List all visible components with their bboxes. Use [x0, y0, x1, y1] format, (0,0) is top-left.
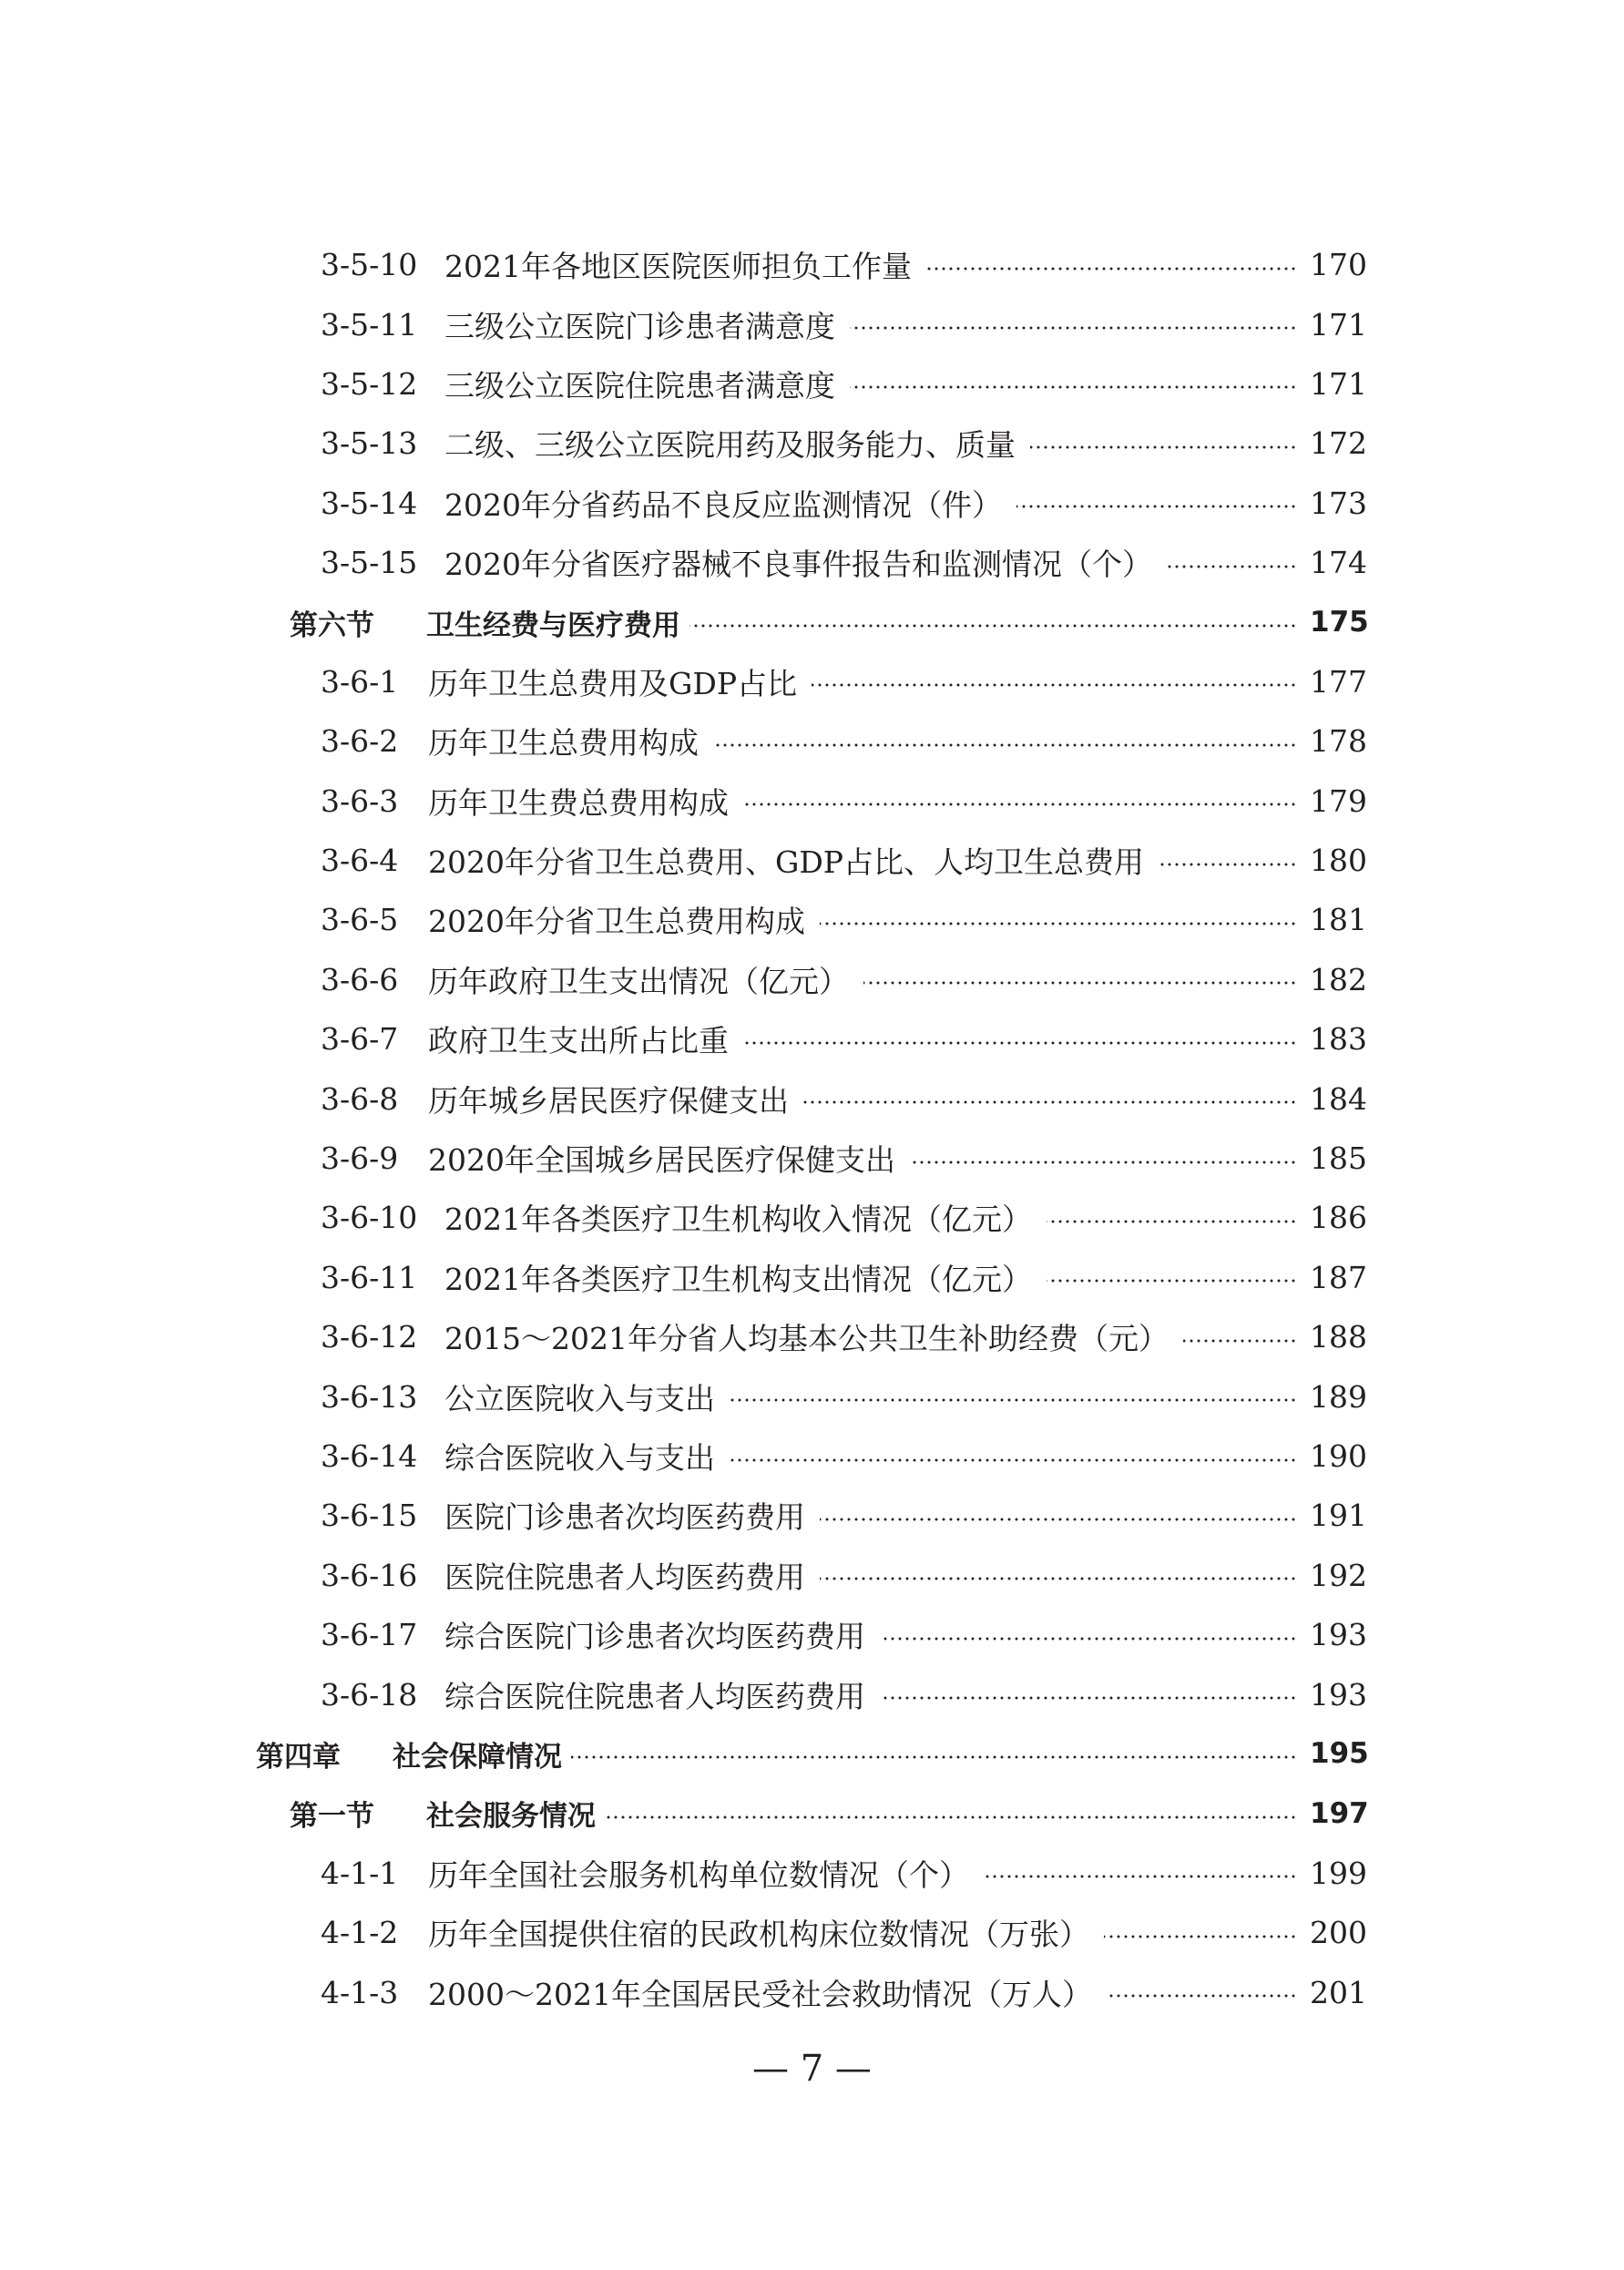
- toc-page-number: 177: [1310, 663, 1367, 700]
- toc-entry: [0, 711, 1624, 771]
- toc-entry: [0, 235, 1624, 294]
- toc-entry: [0, 1426, 1624, 1486]
- dot-leader: [820, 1518, 1297, 1521]
- toc-title: 历年全国社会服务机构单位数情况（个）: [428, 1856, 969, 1893]
- toc-number: 3-5-14: [321, 485, 418, 521]
- toc-entry: [0, 1366, 1624, 1426]
- toc-title: 历年城乡居民医疗保健支出: [428, 1082, 789, 1119]
- toc-title: 历年政府卫生支出情况（亿元）: [428, 963, 849, 999]
- dot-leader: [880, 1696, 1297, 1700]
- dot-leader: [1107, 1994, 1297, 1998]
- toc-entry: [0, 1307, 1624, 1366]
- toc-title: 2015～2021年分省人均基本公共卫生补助经费（元）: [444, 1321, 1169, 1357]
- toc-page-number: 185: [1310, 1140, 1367, 1177]
- toc-number: 3-6-14: [321, 1438, 418, 1474]
- toc-page-number: 191: [1310, 1498, 1367, 1534]
- toc-entry: [0, 1664, 1624, 1723]
- toc-title: 历年全国提供住宿的民政机构床位数情况（万张）: [428, 1917, 1089, 1953]
- dot-leader: [984, 1875, 1297, 1878]
- toc-entry: [0, 1844, 1624, 1903]
- toc-title: 综合医院住院患者人均医药费用: [444, 1678, 865, 1714]
- toc-page-number: 192: [1310, 1557, 1367, 1593]
- toc-page-number: 181: [1310, 902, 1367, 938]
- toc-entry: [0, 414, 1624, 473]
- toc-page-number: 171: [1310, 365, 1367, 402]
- toc-number: 3-6-12: [321, 1319, 418, 1355]
- toc-page-number: 197: [1310, 1796, 1369, 1830]
- toc-page-number: 170: [1310, 247, 1367, 283]
- toc-title: 二级、三级公立医院用药及服务能力、质量: [444, 427, 1016, 464]
- toc-entry: [0, 474, 1624, 533]
- toc-page-number: 173: [1310, 485, 1367, 521]
- dot-leader: [1016, 505, 1297, 508]
- toc-number: 3-5-12: [321, 365, 418, 402]
- dot-leader: [730, 1458, 1297, 1462]
- toc-number: 3-6-4: [321, 843, 399, 879]
- toc-entry: [0, 1129, 1624, 1188]
- dot-leader: [1159, 863, 1297, 866]
- dot-leader: [1104, 1935, 1297, 1938]
- toc-title: 综合医院门诊患者次均医药费用: [444, 1619, 865, 1655]
- toc-section-heading: [0, 1784, 1624, 1843]
- toc-page-number: 183: [1310, 1021, 1367, 1058]
- dot-leader: [850, 326, 1297, 330]
- toc-entry: [0, 652, 1624, 711]
- toc-page-number: 180: [1310, 843, 1367, 879]
- toc-page-number: 179: [1310, 782, 1367, 819]
- toc-page-number: 199: [1310, 1855, 1367, 1891]
- toc-number: 4-1-2: [321, 1915, 399, 1951]
- toc-entry: [0, 354, 1624, 414]
- toc-entry: [0, 1009, 1624, 1069]
- toc-number: 4-1-3: [321, 1974, 399, 2010]
- toc-number: 3-6-13: [321, 1378, 418, 1415]
- dot-leader: [1183, 1339, 1297, 1343]
- toc-entry: [0, 890, 1624, 949]
- toc-number: 3-6-17: [321, 1617, 418, 1653]
- dot-leader: [803, 1100, 1297, 1104]
- toc-title: 公立医院收入与支出: [444, 1380, 715, 1416]
- toc-page-number: 200: [1310, 1915, 1367, 1951]
- toc-number: 第四章: [256, 1740, 341, 1774]
- toc-title: 2020年分省卫生总费用、GDP占比、人均卫生总费用: [428, 844, 1145, 881]
- toc-number: 3-6-18: [321, 1676, 418, 1713]
- dot-leader: [571, 1755, 1297, 1759]
- dot-leader: [1030, 445, 1297, 449]
- toc-title: 医院住院患者人均医药费用: [444, 1559, 805, 1595]
- toc-page-number: 172: [1310, 425, 1367, 462]
- toc-title: 2020年分省卫生总费用构成: [428, 904, 805, 940]
- toc-entry: [0, 533, 1624, 592]
- dot-leader: [850, 385, 1297, 389]
- toc-page-number: 171: [1310, 306, 1367, 343]
- dot-leader: [926, 267, 1297, 271]
- toc-page-number: 174: [1310, 545, 1367, 581]
- toc-entry: [0, 1903, 1624, 1962]
- toc-page-number: 187: [1310, 1259, 1367, 1295]
- dot-leader: [713, 743, 1297, 747]
- toc-page-number: 182: [1310, 961, 1367, 997]
- toc-page-number: 175: [1310, 606, 1369, 639]
- dot-leader: [1047, 1279, 1297, 1283]
- toc-chapter-heading: [0, 1724, 1624, 1784]
- dot-leader: [812, 683, 1297, 687]
- toc-page-number: 201: [1310, 1974, 1367, 2010]
- toc-number: 3-6-5: [321, 902, 399, 938]
- toc-title: 三级公立医院门诊患者满意度: [444, 308, 835, 344]
- toc-title: 综合医院收入与支出: [444, 1440, 715, 1476]
- toc-number: 3-6-8: [321, 1080, 399, 1117]
- dot-leader: [880, 1637, 1297, 1641]
- toc-title: 三级公立医院住院患者满意度: [444, 367, 835, 404]
- toc-entry: [0, 1069, 1624, 1128]
- dot-leader: [1167, 565, 1297, 568]
- dot-leader: [910, 1161, 1297, 1164]
- toc-title: 社会保障情况: [393, 1740, 562, 1774]
- toc-number: 3-5-10: [321, 247, 418, 283]
- toc-number: 3-6-7: [321, 1021, 399, 1058]
- toc-title: 历年卫生总费用及GDP占比: [428, 665, 798, 701]
- dot-leader: [605, 1815, 1297, 1819]
- toc-title: 2020年分省药品不良反应监测情况（件）: [444, 486, 1002, 523]
- toc-entry: [0, 950, 1624, 1009]
- toc-number: 4-1-1: [321, 1855, 399, 1891]
- toc-number: 3-6-3: [321, 782, 399, 819]
- toc-title: 社会服务情况: [426, 1800, 596, 1834]
- toc-entry: [0, 1486, 1624, 1545]
- page-number: — 7 —: [752, 2048, 872, 2090]
- table-of-contents: [0, 235, 1624, 2022]
- toc-entry: [0, 294, 1624, 353]
- toc-entry: [0, 1962, 1624, 2021]
- toc-title: 卫生经费与医疗费用: [426, 608, 680, 642]
- toc-section-heading: [0, 592, 1624, 651]
- toc-title: 2020年分省医疗器械不良事件报告和监测情况（个）: [444, 547, 1152, 583]
- toc-title: 2021年各类医疗卫生机构支出情况（亿元）: [444, 1261, 1032, 1297]
- toc-number: 3-6-6: [321, 961, 399, 997]
- toc-entry: [0, 772, 1624, 831]
- dot-leader: [730, 1398, 1297, 1402]
- toc-number: 3-6-10: [321, 1200, 418, 1236]
- toc-entry: [0, 1188, 1624, 1247]
- toc-page-number: 195: [1310, 1737, 1369, 1771]
- dot-leader: [1047, 1220, 1297, 1223]
- toc-entry: [0, 831, 1624, 890]
- toc-page-number: 186: [1310, 1200, 1367, 1236]
- toc-entry: [0, 1546, 1624, 1605]
- toc-title: 2000～2021年全国居民受社会救助情况（万人）: [428, 1976, 1092, 2012]
- toc-number: 3-5-13: [321, 425, 418, 462]
- toc-page-number: 190: [1310, 1438, 1367, 1474]
- toc-title: 2020年全国城乡居民医疗保健支出: [428, 1142, 895, 1179]
- toc-page-number: 184: [1310, 1080, 1367, 1117]
- toc-number: 3-6-2: [321, 723, 399, 760]
- toc-title: 政府卫生支出所占比重: [428, 1023, 729, 1059]
- toc-number: 第六节: [290, 608, 374, 642]
- toc-title: 历年卫生费总费用构成: [428, 784, 729, 821]
- dot-leader: [689, 624, 1297, 628]
- toc-page-number: 193: [1310, 1617, 1367, 1653]
- dot-leader: [743, 803, 1297, 806]
- toc-title: 2021年各地区医院医师担负工作量: [444, 249, 912, 285]
- toc-page-number: 178: [1310, 723, 1367, 760]
- toc-page-number: 188: [1310, 1319, 1367, 1355]
- toc-number: 3-6-16: [321, 1557, 418, 1593]
- toc-page-number: 193: [1310, 1676, 1367, 1713]
- toc-number: 3-6-1: [321, 663, 399, 700]
- toc-page-number: 189: [1310, 1378, 1367, 1415]
- dot-leader: [820, 1577, 1297, 1580]
- dot-leader: [743, 1041, 1297, 1045]
- toc-title: 2021年各类医疗卫生机构收入情况（亿元）: [444, 1201, 1032, 1238]
- toc-number: 3-6-11: [321, 1259, 418, 1295]
- dot-leader: [820, 922, 1297, 925]
- dot-leader: [863, 981, 1297, 985]
- toc-title: 历年卫生总费用构成: [428, 725, 699, 762]
- toc-entry: [0, 1605, 1624, 1664]
- toc-title: 医院门诊患者次均医药费用: [444, 1499, 805, 1536]
- toc-number: 第一节: [290, 1800, 374, 1834]
- toc-number: 3-6-9: [321, 1140, 399, 1177]
- toc-number: 3-5-11: [321, 306, 418, 343]
- toc-number: 3-6-15: [321, 1498, 418, 1534]
- toc-entry: [0, 1248, 1624, 1307]
- toc-number: 3-5-15: [321, 545, 418, 581]
